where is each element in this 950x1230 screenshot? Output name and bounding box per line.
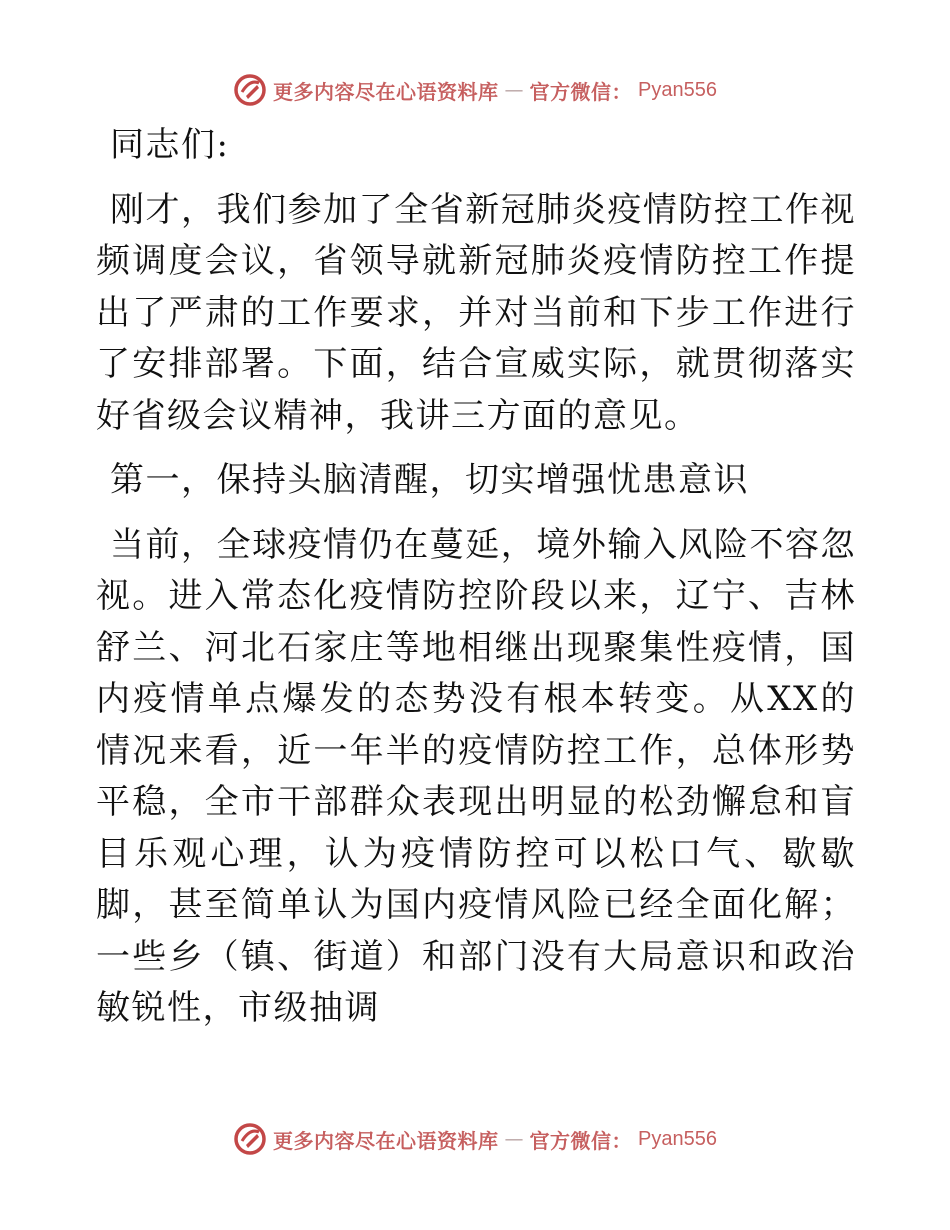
paragraph-intro: 刚才，我们参加了全省新冠肺炎疫情防控工作视频调度会议，省领导就新冠肺炎疫情防控工作提出了严肃的工作要求，并对当前和下步工作进行了安排部署。下面，结合宣威实际，就贯彻落实好省级会议精神，我讲三方面的意见。	[96, 189, 856, 436]
brand-logo-icon	[233, 1122, 267, 1156]
watermark-channel: 官方微信：	[529, 79, 633, 104]
document-body	[96, 120, 856, 1035]
watermark-brand: 更多内容尽在心语资料库	[273, 79, 499, 104]
watermark-account: Pyan556	[638, 1127, 717, 1150]
paragraph-body: 当前，全球疫情仍在蔓延，境外输入风险不容忽视。进入常态化疫情防控阶段以来，辽宁、吉林舒兰、河北石家庄等地相继出现聚集性疫情，国内疫情单点爆发的态势没有根本转变。从XX的情况来看，近一年半的疫情防控工作，总体形势平稳，全市干部群众表现出明显的松劲懈怠和盲目乐观心理，认为疫情防控可以松口气、歇歇脚，甚至简单认为国内疫情风险已经全面化解；一些乡（镇、街道）和部门没有大局意识和政治敏锐性，市级抽调	[96, 524, 856, 1028]
watermark-account: Pyan556	[638, 78, 717, 101]
watermark-brand: 更多内容尽在心语资料库	[273, 1128, 499, 1153]
watermark-header	[0, 70, 950, 110]
section-heading: 第一，保持头脑清醒，切实增强忧患意识	[110, 460, 749, 500]
watermark-separator: —	[504, 79, 524, 101]
greeting: 同志们:	[110, 125, 230, 165]
brand-logo-icon	[233, 73, 267, 107]
watermark-channel: 官方微信：	[529, 1128, 633, 1153]
watermark-separator: —	[504, 1128, 524, 1150]
watermark-footer	[0, 1119, 950, 1159]
